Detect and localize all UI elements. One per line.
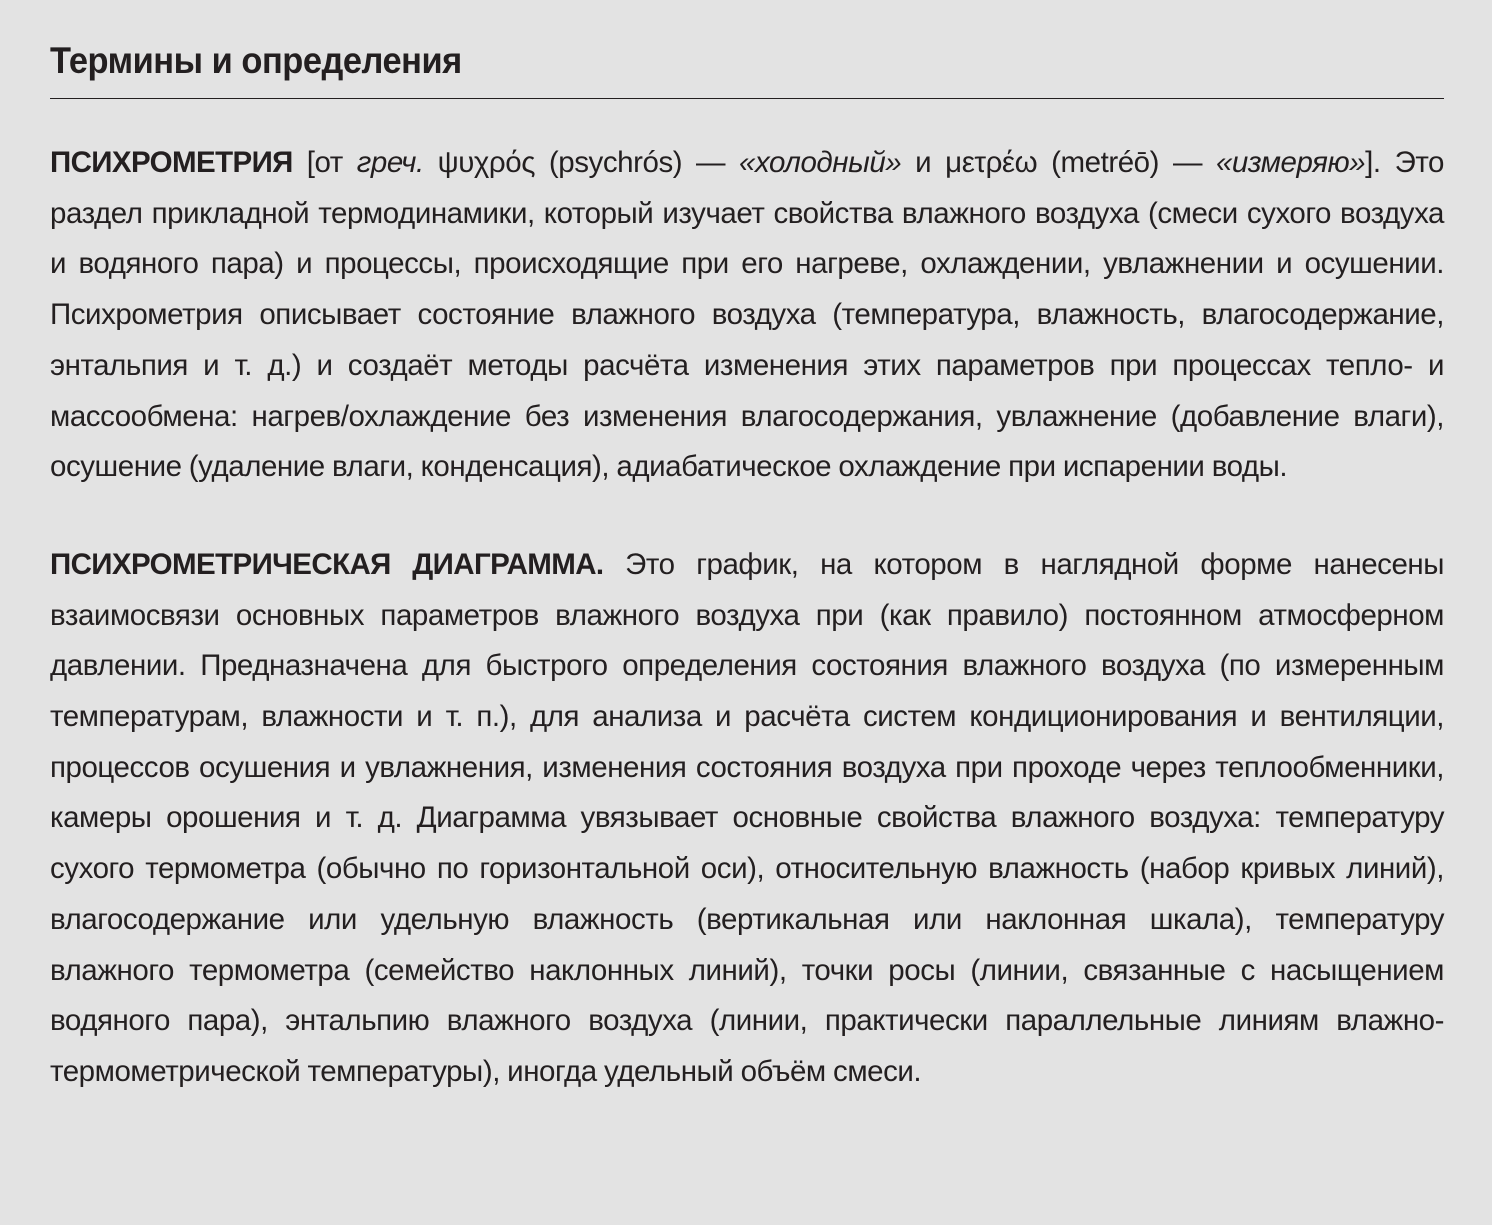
title-divider (50, 98, 1444, 99)
etymology-conjunction: и (901, 146, 946, 179)
glossary-entry-psychrometry (50, 138, 1444, 493)
definition-psychrometry: Это раздел прикладной термодинамики, который изучает свойства влажного воздуха (смеси сухого воздуха и водяного пара) и процессы, происходящие при его нагреве, охлаждении, увлажнении и осушении. Психрометрия описывает состояние влажного воздуха (температура, влажность, влагосодержание, энтальпия и т. д.) и создаёт методы расчёта изменения этих параметров при процессах тепло- и массообмена: нагрев/охлаждение без изменения влагосодержания, увлажнение (добавление влаги), осушение (удаление влаги, конденсация), адиабатическое охлаждение при испарении воды. (50, 146, 1445, 484)
etymology-gloss-2: «измеряю» (1215, 146, 1366, 179)
definition-psychrometric-chart: Это график, на котором в наглядной форме нанесены взаимосвязи основных параметров влажного воздуха при (как правило) постоянном атмосферном давлении. Предназначена для быстрого определения состояния влажного воздуха (по измеренным температурам, влажности и т. п.), для анализа и расчёта систем кондиционирования и вентиляции, процессов осушения и увлажнения, изменения состояния воздуха при проходе через теплообменники, камеры орошения и т. д. Диаграмма увязывает основные свойства влажного воздуха: температуру сухого термометра (обычно по горизонтальной оси), относительную влажность (набор кривых линий), влагосодержание или удельную влажность (вертикальная или наклонная шкала), температуру влажного термометра (семейство наклонных линий), точки росы (линии, связанные с насыщением водяного пара), энтальпию влажного воздуха (линии, практически параллельные линиям влажно-термометрической температуры), иногда удельный объём смеси. (50, 547, 1444, 1088)
etymology-gloss-1: «холодный» (739, 146, 902, 179)
etymology-close: ]. (1365, 146, 1381, 179)
etymology-open: [от (292, 146, 357, 179)
section-title: Термины и определения (50, 40, 462, 81)
etymology-language: греч. (356, 146, 424, 179)
glossary-entry-psychrometric-chart (50, 540, 1444, 1098)
glossary-page (50, 0, 1444, 1098)
etymology-greek-2: μετρέω (metréō) — (945, 146, 1216, 179)
term-psychrometry: ПСИХРОМЕТРИЯ (50, 146, 293, 179)
etymology-greek-1: ψυχρός (psychrós) — (423, 146, 740, 179)
term-psychrometric-chart: ПСИХРОМЕТРИЧЕСКАЯ ДИАГРАММА. (50, 547, 604, 581)
